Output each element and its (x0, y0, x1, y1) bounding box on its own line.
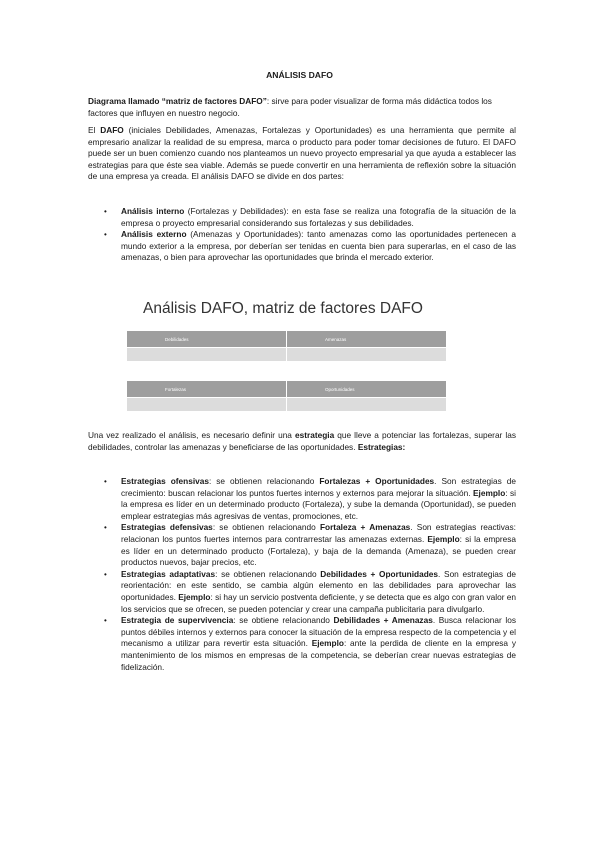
strategy-combo: Debilidades + Amenazas (333, 615, 433, 626)
strategies-heading: Estrategias: (357, 441, 406, 452)
strategy-combo: Fortaleza + Amenazas (319, 522, 411, 533)
list-item (88, 615, 516, 673)
list-item (88, 206, 516, 229)
dafo-matrix-figure (126, 300, 447, 420)
bullet: • (104, 477, 107, 486)
page-title: ANÁLISIS DAFO (266, 70, 333, 80)
matrix-cell-debilidades: Debilidades (127, 331, 287, 348)
strategy-example-label: Ejemplo (178, 591, 211, 602)
strategy-text: . Son estrategias de crecimiento: buscan relacionar los puntos fuertes internos y externos para mejorar la situación. (121, 476, 516, 498)
list-item (88, 569, 516, 615)
strategy-name: Estrategia de supervivencia (121, 615, 234, 626)
strategy-text: . Son estrategias reactivas: relacionan los puntos fuertes internos para contrarrestar las amenazas externas. (121, 522, 516, 544)
definition-text: (iniciales Debilidades, Amenazas, Fortalezas y Oportunidades) es una herramienta que permite al empresario analizar la realidad de su empresa, marca o producto para poder tomar decisiones de futuro. El DAFO puede ser un buen comienzo cuando nos planteamos un nuevo proyecto empresarial ya que ayuda a establecer las estrategias para que éste sea viable. Además se puede convertir en una herramienta de reflexión sobre la situación de una empresa ya creada. El análisis DAFO se divide en dos partes: (88, 125, 516, 182)
strategy-text: . Son estrategias de reorientación: en este sentido, se cambia algún elemento en las debilidades para aprovechar las oportunidades. (121, 568, 516, 602)
strategy-example-label: Ejemplo (472, 487, 506, 498)
definition-paragraph (88, 125, 516, 183)
matrix-cell-empty (287, 348, 447, 362)
strategy-text: : se obtienen relacionando (212, 522, 320, 533)
definition-bold: DAFO (100, 125, 124, 135)
strategies-intro-bold: estrategia (295, 430, 335, 440)
bullet: • (104, 569, 107, 579)
strategies-intro-text: Una vez realizado el análisis, es necesario definir una (88, 430, 295, 440)
intro-text: : sirve para poder visualizar de forma más didáctica todos los factores que influyen en nuestro negocio. (88, 96, 492, 118)
intro-paragraph (88, 96, 516, 119)
part-name: Análisis interno (121, 206, 185, 216)
part-text: (Amenazas y Oportunidades): tanto amenazas como las oportunidades pertenecen a mundo exterior a la empresa, por deberían ser tenidas en cuenta bien para superarlas, en el caso de las amenazas, o bien para aprovechar las oportunidades que brinda el mercado exterior. (121, 229, 516, 263)
bullet: • (104, 616, 107, 626)
bullet: • (104, 523, 107, 533)
intro-bold: Diagrama llamado “matriz de factores DAFO” (88, 96, 267, 106)
matrix-cell-empty (127, 398, 287, 412)
strategy-combo: Debilidades + Oportunidades (320, 568, 439, 579)
strategy-combo: Fortalezas + Oportunidades (319, 476, 435, 486)
strategy-example-label: Ejemplo (311, 638, 344, 649)
strategy-text: : se obtienen relacionando (215, 568, 321, 579)
list-item (88, 476, 516, 522)
matrix-cell-oportunidades: Oportunidades (287, 381, 447, 398)
list-item (88, 229, 516, 264)
strategies-list (88, 476, 516, 673)
strategies-intro-text: que lleve a potenciar las fortalezas, superar las debilidades, controlar las amenazas y beneficiarse de las oportunidades. (88, 430, 516, 452)
strategy-text: : se obtienen relacionando (209, 476, 320, 486)
analysis-parts-list (88, 206, 516, 264)
strategy-text: : ante la perdida de cliente en la empresa y mantenimiento de los mismos en empresas de la competencia, se deberían crear nuevas estrategias de fidelización. (121, 638, 516, 672)
matrix-cell-empty (127, 348, 287, 362)
matrix-cell-amenazas: Amenazas (287, 331, 447, 348)
strategy-text: . Busca relacionar los puntos débiles internos y externos para conocer la situación de la empresa respecto de la competencia y el mecanismo a utilizar para revertir esta situación. (121, 615, 516, 649)
matrix-top-table (126, 330, 447, 362)
matrix-cell-empty (287, 398, 447, 412)
strategy-name: Estrategias ofensivas (121, 476, 209, 486)
matrix-bottom-table (126, 380, 447, 412)
definition-lead: El (88, 125, 101, 135)
strategy-name: Estrategias adaptativas (121, 568, 216, 579)
bullet: • (104, 230, 107, 240)
strategy-text: : se obtiene relacionando (233, 615, 334, 626)
strategy-name: Estrategias defensivas (121, 522, 213, 533)
strategy-text: : si la empresa es líder en un determinado producto (Fortaleza), y baja de la demanda (Amenaza), se pueden crear productos nuevos, bajar precios, etc. (121, 533, 517, 568)
part-text: (Fortalezas y Debilidades): en esta fase se realiza una fotografía de la situación de la empresa o proyecto empresarial considerando sus fortalezas y sus debilidades. (121, 206, 516, 228)
part-name: Análisis externo (121, 229, 187, 240)
matrix-cell-fortalezas: Fortalezas (127, 381, 287, 398)
figure-title: Análisis DAFO, matriz de factores DAFO (143, 300, 423, 317)
strategy-text: : si hay un servicio postventa deficiente, y se detecta que es algo con gran valor en los servicios que se ofrecen, se pueden potenciar y crear una campaña publicitaria para divulgarlo. (121, 591, 517, 614)
list-item (88, 522, 516, 568)
strategy-example-label: Ejemplo (427, 533, 460, 544)
strategy-text: : si la empresa es líder en un determinado producto (Fortaleza), y sube la demanda (Oportunidad), se pueden emplear estrategias más agresivas de ventas, promociones, etc. (121, 487, 516, 521)
strategies-intro-paragraph (88, 430, 516, 453)
bullet: • (104, 207, 107, 216)
